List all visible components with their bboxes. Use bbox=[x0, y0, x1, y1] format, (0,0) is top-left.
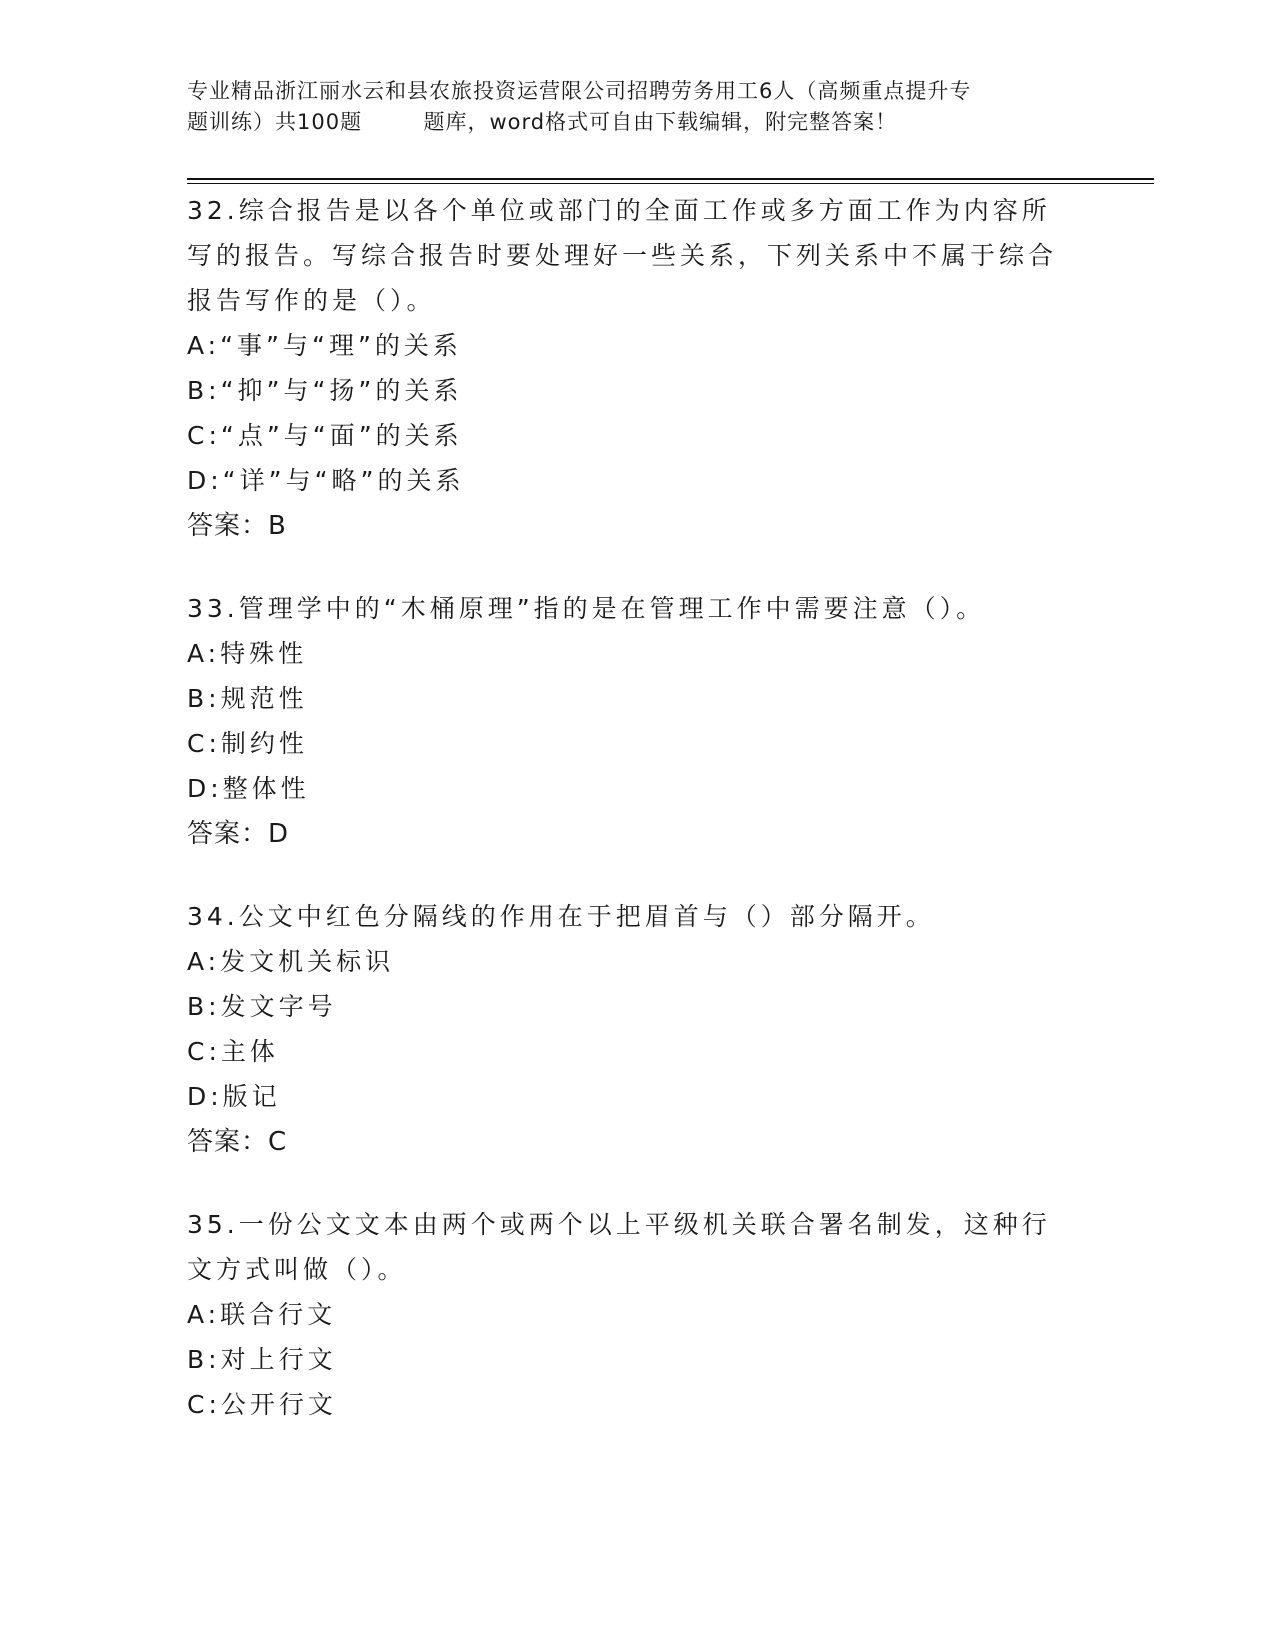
header-line-1: 专业精品浙江丽水云和县农旅投资运营限公司招聘劳务用工6人（高频重点提升专 bbox=[187, 79, 972, 103]
question-34 bbox=[187, 894, 1087, 1165]
option-b: B:对上行文 bbox=[187, 1345, 337, 1374]
option-d: D:整体性 bbox=[187, 774, 310, 803]
question-stem: 32.综合报告是以各个单位或部门的全面工作或多方面工作为内容所写的报告。写综合报告时要处理好一些关系，下列关系中不属于综合报告写作的是（）。 bbox=[187, 196, 1058, 315]
option-c: C:公开行文 bbox=[187, 1390, 337, 1419]
question-32 bbox=[187, 188, 1087, 549]
option-c: C:主体 bbox=[187, 1037, 279, 1066]
question-stem: 34.公文中红色分隔线的作用在于把眉首与（）部分隔开。 bbox=[187, 902, 935, 931]
header-divider-thick bbox=[187, 178, 1154, 180]
answer: 答案：D bbox=[187, 819, 290, 849]
option-a: A:特殊性 bbox=[187, 639, 308, 668]
question-33 bbox=[187, 586, 1087, 857]
header-divider-thin bbox=[187, 183, 1154, 184]
question-list bbox=[187, 188, 1087, 1464]
answer: 答案：C bbox=[187, 1127, 288, 1157]
option-c: C:“点”与“面”的关系 bbox=[187, 421, 463, 450]
option-a: A:“事”与“理”的关系 bbox=[187, 331, 462, 360]
document-header bbox=[187, 76, 1087, 138]
option-b: B:发文字号 bbox=[187, 992, 337, 1021]
answer: 答案：B bbox=[187, 511, 287, 541]
option-c: C:制约性 bbox=[187, 729, 308, 758]
option-d: D:“详”与“略”的关系 bbox=[187, 466, 465, 495]
question-35 bbox=[187, 1202, 1087, 1427]
option-a: A:发文机关标识 bbox=[187, 947, 395, 976]
option-a: A:联合行文 bbox=[187, 1300, 337, 1329]
option-b: B:“抑”与“扬”的关系 bbox=[187, 376, 463, 405]
question-stem: 35.一份公文文本由两个或两个以上平级机关联合署名制发，这种行文方式叫做（）。 bbox=[187, 1210, 1051, 1284]
option-b: B:规范性 bbox=[187, 684, 308, 713]
header-line-2: 题训练）共100题 题库，word格式可自由下载编辑，附完整答案！ bbox=[187, 110, 898, 134]
option-d: D:版记 bbox=[187, 1082, 281, 1111]
question-stem: 33.管理学中的“木桶原理”指的是在管理工作中需要注意（）。 bbox=[187, 594, 986, 623]
